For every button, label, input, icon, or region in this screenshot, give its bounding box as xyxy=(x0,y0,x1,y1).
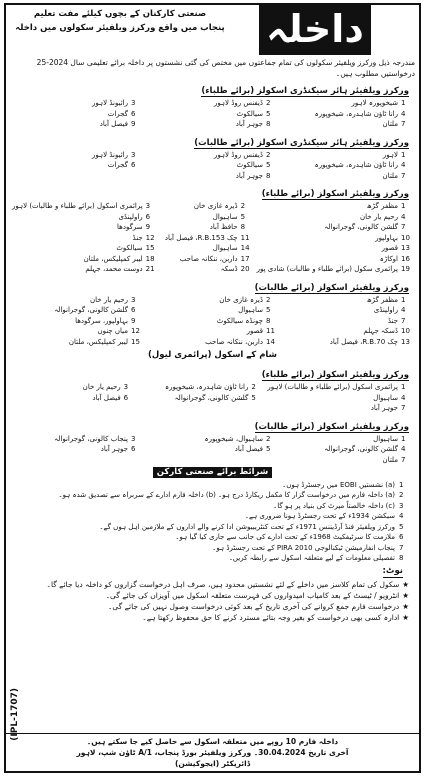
list-item xyxy=(147,316,278,327)
item-number: 9 xyxy=(131,316,136,325)
item-number: 7 xyxy=(401,171,406,180)
list-item xyxy=(12,160,143,171)
item-text: قصور xyxy=(246,327,263,335)
list-item xyxy=(147,444,278,455)
item-text: گجرات xyxy=(107,161,128,169)
item-text: ڈسکہ جہلم xyxy=(363,327,398,335)
section-title: ورکرز ویلفیئر اسکولز (برائے طالبات) xyxy=(254,421,409,432)
item-text: ساہیوال، شیخوپورہ xyxy=(204,434,263,443)
item-text: حافظ آباد xyxy=(209,223,238,231)
requirement-line xyxy=(14,532,411,543)
list-item xyxy=(257,212,413,223)
list-item xyxy=(267,393,413,404)
item-text: فیصل آباد xyxy=(92,393,121,402)
item-number: 14 xyxy=(240,244,250,252)
item-number: 7 xyxy=(401,223,406,231)
footer-line-2: آخری تاریخ 30.04.2024۔ ورکرز ویلفیئر بورڈ پنجاب، 1/A ٹاؤن شپ، لاہور xyxy=(76,748,349,757)
item-number: 6 xyxy=(131,306,136,314)
requirement-text: سیکشن 1934ء کے تحت رجسٹرڈ ہونا ضروری ہے۔ xyxy=(244,512,395,520)
item-number: 20 xyxy=(240,265,250,273)
item-number: 8 xyxy=(240,223,246,231)
item-number: 13 xyxy=(401,337,410,346)
item-text: راولپنڈی xyxy=(118,212,143,221)
ipl-code: (IPL-1707) xyxy=(10,688,20,741)
item-number: 18 xyxy=(145,254,155,263)
list-item xyxy=(257,201,413,212)
footer xyxy=(6,733,419,771)
list-item xyxy=(12,434,143,445)
school-list xyxy=(10,295,415,348)
item-number: 1 xyxy=(401,383,406,391)
item-text: فیصل آباد xyxy=(99,120,128,128)
item-text: داربن، ننکانہ صاحب xyxy=(205,337,263,346)
item-number: 9 xyxy=(131,120,136,128)
item-number: 3 xyxy=(131,99,136,107)
item-text: جوہر آباد xyxy=(235,120,263,128)
item-text: رحیم یار خان xyxy=(90,295,128,304)
item-text: میاں چنوں xyxy=(97,327,128,335)
item-text: رانا ٹاؤن شاہدرہ، شیخوپورہ xyxy=(164,383,249,391)
item-text: ملتان xyxy=(382,171,398,180)
item-number: 12 xyxy=(131,327,140,335)
list-item xyxy=(282,160,413,171)
list-item xyxy=(147,109,278,120)
item-number: 2 xyxy=(266,434,271,443)
slogan-line-2: پنجاب میں واقع ورکرز ویلفیئر سکولوں میں داخلہ xyxy=(15,23,225,33)
school-list xyxy=(10,150,415,182)
item-text: رائیونڈ لاہور xyxy=(92,99,128,107)
list-item xyxy=(147,295,278,306)
list-item xyxy=(282,119,413,130)
item-text: رحیم یار خان xyxy=(360,212,398,221)
item-number: 1 xyxy=(401,202,406,210)
item-number: 11 xyxy=(266,327,275,335)
list-item xyxy=(162,243,253,254)
item-number: 12 xyxy=(145,233,155,242)
notes-title: نوٹ: xyxy=(382,565,403,576)
item-number: 5 xyxy=(266,445,271,453)
school-section xyxy=(10,362,415,414)
item-number: 4 xyxy=(401,306,406,314)
list-item xyxy=(12,109,143,120)
item-number: 5 xyxy=(266,109,271,118)
item-number: 8 xyxy=(266,120,271,128)
item-text: ڈسکہ xyxy=(220,265,238,273)
item-text: پرائمری سکول (برائے طلباء و طالبات) شادی پور xyxy=(256,265,398,273)
list-item xyxy=(147,119,278,130)
footer-line-1: داخلہ فارم 10 روپے میں متعلقہ اسکول سے حاصل کیے جا سکتے ہیں۔ xyxy=(86,737,339,746)
item-number: 3 xyxy=(131,295,136,304)
item-text: ساہیوال xyxy=(212,212,238,221)
list-item xyxy=(147,434,278,445)
section-title: ورکرز ویلفیئر ہائر سیکنڈری اسکولز (برائے طالبات) xyxy=(194,137,409,148)
item-text: سیالکوٹ xyxy=(116,244,143,252)
requirement-line xyxy=(14,522,411,533)
item-number: 16 xyxy=(401,254,410,263)
note-text: انٹرویو / ٹیسٹ کے بعد کامیاب امیدواروں کی فہرست متعلقہ اسکول میں آویزاں کی جائے گی۔ xyxy=(105,590,400,600)
list-item xyxy=(257,254,413,265)
item-text: راولپنڈی xyxy=(373,306,398,314)
item-text: چک R.B.70، فیصل آباد xyxy=(329,337,398,346)
requirement-text: پنجاب انفارمیشن ٹیکنالوجی PIRA 2010 کے تحت رجسٹرڈ ہو۔ xyxy=(212,543,395,552)
list-item xyxy=(12,382,136,393)
list-item xyxy=(12,212,158,223)
item-text: رائیونڈ لاہور xyxy=(92,150,128,159)
item-number: 5 xyxy=(266,306,271,314)
star-icon: ★ xyxy=(402,579,409,589)
note-text: ادارہ کسی بھی درخواست کو بغیر وجہ بتائے مسترد کرنے کا حق محفوظ رکھتا ہے۔ xyxy=(142,612,400,622)
intro-text: مندرجہ ذیل ورکرز ویلفیئر سکولوں کی تمام جماعتوں میں مختص کی گئی نشستوں پر داخلہ برائے تعلیمی سال 2024-25 درخواستیں مطلوب ہیں۔ xyxy=(36,58,415,78)
section-title: ورکرز ویلفیئر اسکولز (برائے طلباء) xyxy=(261,189,409,199)
item-text: جوہر آباد xyxy=(370,404,398,412)
item-number: 2 xyxy=(240,202,246,210)
item-number: 9 xyxy=(145,223,151,231)
item-text: بہاولپور xyxy=(375,233,398,242)
list-item xyxy=(12,316,143,327)
section-title: ورکرز ویلفیئر ہائر سیکنڈری اسکولز (برائے طلباء) xyxy=(201,86,409,96)
item-text: پرائمری اسکول (برائے طلباء و طالبات) لاہور xyxy=(12,202,143,210)
requirement-number: 3 xyxy=(399,501,404,510)
item-number: 10 xyxy=(401,233,410,242)
item-number: 8 xyxy=(266,316,271,325)
item-number: 7 xyxy=(401,316,406,325)
item-text: جوہر آباد xyxy=(235,171,263,180)
item-text: بہاولپور، سرگودھا xyxy=(75,316,128,325)
item-number: 2 xyxy=(266,295,271,304)
list-item xyxy=(282,295,413,306)
list-item xyxy=(267,403,413,414)
item-number: 8 xyxy=(266,171,271,180)
school-list xyxy=(10,434,415,466)
item-number: 17 xyxy=(240,254,250,263)
item-number: 14 xyxy=(266,337,275,346)
note-line xyxy=(16,590,409,601)
section-title: شام کے اسکول (پرائمری لیول) xyxy=(148,350,277,360)
item-text: شیخوپورہ لاہور xyxy=(351,99,398,107)
item-text: گلشن کالونی، گوجرانوالہ xyxy=(324,445,398,453)
item-number: 4 xyxy=(401,212,406,221)
item-number: 13 xyxy=(401,244,410,252)
item-number: 11 xyxy=(240,233,250,242)
item-text: ڈیفنس روڈ لاہور xyxy=(213,150,263,159)
requirement-number: 1 xyxy=(399,480,404,489)
list-item xyxy=(12,243,158,254)
requirement-number: 5 xyxy=(399,522,404,531)
requirement-line xyxy=(14,553,411,564)
item-text: قصور xyxy=(381,244,398,252)
item-number: 2 xyxy=(266,150,271,159)
note-line xyxy=(16,579,409,590)
list-item xyxy=(12,326,143,337)
item-text: ڈیفنس روڈ لاہور xyxy=(213,99,263,107)
item-number: 6 xyxy=(145,212,151,221)
item-number: 4 xyxy=(401,445,406,453)
item-number: 19 xyxy=(401,265,410,273)
item-text: داربن، ننکانہ صاحب xyxy=(179,254,238,263)
item-text: گلشن کالونی، گوجرانوالہ xyxy=(324,223,398,231)
requirement-text: ورکرز ویلفیئر فنڈ آرڈیننس 1971ء کے تحت کنٹریبیوشن ادا کرنے والے اداروں کے ملازمین اہل ہوں گے۔ xyxy=(99,522,395,531)
item-number: 6 xyxy=(131,109,136,118)
item-text: رحیم یار خان xyxy=(82,383,121,391)
list-item xyxy=(147,337,278,348)
list-item xyxy=(162,212,253,223)
list-item xyxy=(12,295,143,306)
list-item xyxy=(282,455,413,466)
list-item xyxy=(282,434,413,445)
requirements-title: شرائط برائے صنعتی کارکن xyxy=(153,467,272,478)
star-icon: ★ xyxy=(402,612,409,622)
list-item xyxy=(12,233,158,244)
school-list xyxy=(10,382,415,414)
item-number: 3 xyxy=(131,150,136,159)
item-number: 6 xyxy=(131,161,136,169)
item-text: چونڈہ سیالکوٹ xyxy=(216,316,263,325)
item-text: ساہیوال xyxy=(238,306,263,314)
requirement-line xyxy=(14,543,411,554)
list-item xyxy=(257,222,413,233)
item-number: 4 xyxy=(401,109,406,118)
item-text: لیبر کمپلیکس، ملتان xyxy=(83,254,143,263)
list-item xyxy=(12,264,158,275)
item-text: گلشن کالونی، گوجرانوالہ xyxy=(174,393,249,402)
school-section xyxy=(10,78,415,130)
list-item xyxy=(282,444,413,455)
requirement-line xyxy=(14,511,411,522)
item-number: 7 xyxy=(401,404,406,412)
list-item xyxy=(147,305,278,316)
item-text: پرائمری اسکول (برائے طلباء و طالبات) لاہور xyxy=(267,383,398,391)
list-item xyxy=(257,233,413,244)
item-number: 5 xyxy=(251,393,256,402)
item-number: 6 xyxy=(123,393,129,402)
requirement-number: 2 xyxy=(399,491,404,499)
header xyxy=(6,5,419,77)
list-item xyxy=(282,316,413,327)
list-item xyxy=(282,109,413,120)
requirement-text: (c) داخلہ خالصتاً میرٹ کی بنیاد پر ہو گا۔ xyxy=(273,501,395,510)
list-item xyxy=(140,382,264,393)
item-text: جنڈ xyxy=(387,316,398,325)
list-item xyxy=(12,444,143,455)
list-item xyxy=(162,233,253,244)
requirements xyxy=(10,467,415,564)
list-item xyxy=(162,201,253,212)
item-text: چک R.B.153، فیصل آباد xyxy=(164,233,238,242)
requirement-text: تفصیلی معلومات کے لیے متعلقہ اسکول سے رابطہ کریں۔ xyxy=(228,554,395,562)
list-item xyxy=(12,337,143,348)
item-text: رانا ٹاؤن شاہدرہ، شیخوپورہ xyxy=(314,161,398,169)
item-number: 4 xyxy=(401,161,406,169)
item-text: اوکاڑہ xyxy=(379,254,398,263)
item-number: 1 xyxy=(401,99,406,107)
school-list xyxy=(10,98,415,130)
list-item xyxy=(12,119,143,130)
item-text: ساہیوال xyxy=(373,434,398,443)
item-text: گجرات xyxy=(107,109,128,118)
item-text: ملتان xyxy=(382,455,398,464)
item-number: 1 xyxy=(401,434,406,443)
list-item xyxy=(267,382,413,393)
item-text: ڈیرہ غازی خان xyxy=(193,202,238,210)
item-text: لاہور xyxy=(382,150,398,159)
item-number: 21 xyxy=(145,265,155,273)
note-line xyxy=(16,601,409,612)
item-text: سرگودھا xyxy=(117,223,143,231)
item-text: پنجاب کالونی، گوجرانوالہ xyxy=(54,434,128,443)
item-number: 5 xyxy=(266,161,271,169)
item-text: مظفر گڑھ xyxy=(366,295,398,304)
item-number: 1 xyxy=(401,295,406,304)
list-item xyxy=(257,264,413,275)
school-section xyxy=(10,130,415,182)
list-item xyxy=(147,326,278,337)
item-text: ملتان xyxy=(382,120,398,128)
school-list xyxy=(10,201,415,275)
requirement-number: 8 xyxy=(399,554,404,562)
requirement-text: (a) داخلہ فارم میں درخواست گزار کا مکمل ریکارڈ درج ہو۔ (b) داخلہ فارم ادارے کے سربراہ سے تصدیق شدہ ہو۔ xyxy=(58,491,395,499)
item-text: دوست محمد، جہلم xyxy=(85,265,143,273)
item-number: 10 xyxy=(401,327,410,335)
item-text: ساہیوال xyxy=(212,244,238,252)
note-line xyxy=(16,612,409,623)
list-item xyxy=(12,254,158,265)
section-title: ورکرز ویلفیئر اسکولز (برائے طلباء) xyxy=(261,370,409,380)
item-number: 15 xyxy=(145,244,155,252)
section-title: ورکرز ویلفیئر اسکولز (برائے طالبات) xyxy=(254,282,409,293)
item-text: جوہر آباد xyxy=(100,445,128,453)
footer-signature: ڈائریکٹر (ایجوکیشن) xyxy=(174,759,251,768)
requirement-line xyxy=(14,480,411,491)
list-item xyxy=(147,171,278,182)
list-item xyxy=(282,98,413,109)
list-item xyxy=(147,160,278,171)
item-number: 2 xyxy=(251,383,256,391)
item-number: 4 xyxy=(401,393,406,402)
list-item xyxy=(12,222,158,233)
requirement-text: ملازمت کا سرٹیفکیٹ 1968ء کے تحت ادارے کی جانب سے جاری کیا گیا ہو۔ xyxy=(175,533,395,541)
item-number: 3 xyxy=(145,202,151,210)
list-item xyxy=(282,305,413,316)
list-item xyxy=(140,393,264,404)
slogan xyxy=(10,7,230,35)
list-item xyxy=(12,98,143,109)
school-section xyxy=(10,181,415,275)
item-number: 1 xyxy=(401,150,406,159)
item-text: ڈیرہ غازی خان xyxy=(219,295,263,304)
list-item xyxy=(282,171,413,182)
item-number: 5 xyxy=(240,212,246,221)
star-icon: ★ xyxy=(402,601,409,611)
requirement-line xyxy=(14,490,411,501)
item-number: 7 xyxy=(401,120,406,128)
list-item xyxy=(12,150,143,161)
requirement-line xyxy=(14,501,411,512)
list-item xyxy=(282,150,413,161)
item-number: 3 xyxy=(123,383,129,391)
school-section xyxy=(10,275,415,348)
note-text: سکول کی تمام کلاسز میں داخلے کے لئے نشستیں محدود ہیں، صرف اہل درخواست گزاروں کو داخلہ دیا جائے گا۔ xyxy=(46,579,400,589)
item-text: رانا ٹاؤن شاہدرہ، شیخوپورہ xyxy=(314,109,398,118)
item-number: 6 xyxy=(131,445,136,453)
item-number: 15 xyxy=(131,337,140,346)
requirement-text: (a) نشستیں EOBI میں رجسٹرڈ ہوں۔ xyxy=(282,480,395,489)
requirement-number: 4 xyxy=(399,512,404,520)
requirement-number: 6 xyxy=(399,533,404,541)
slogan-line-1: صنعتی کارکنان کے بچوں کیلئے مفت تعلیم xyxy=(33,9,207,19)
item-text: گلشن کالونی، گوجرانوالہ xyxy=(54,306,128,314)
notes xyxy=(10,564,415,623)
requirement-number: 7 xyxy=(399,543,404,552)
star-icon: ★ xyxy=(402,590,409,600)
list-item xyxy=(12,201,158,212)
item-text: فیصل آباد xyxy=(234,445,263,453)
list-item xyxy=(147,98,278,109)
item-number: 7 xyxy=(401,455,406,464)
list-item xyxy=(12,305,143,316)
page-title: داخلہ xyxy=(259,5,371,55)
list-item xyxy=(257,243,413,254)
note-text: درخواست فارم جمع کروانے کی آخری تاریخ کے بعد کوئی درخواست وصول نہیں کی جائے گی۔ xyxy=(108,601,400,611)
item-text: ساہیوال xyxy=(373,393,398,402)
list-item xyxy=(282,326,413,337)
item-text: سیالکوٹ xyxy=(236,109,263,118)
item-text: جنڈ xyxy=(132,233,143,242)
list-item xyxy=(282,337,413,348)
list-item xyxy=(162,254,253,265)
item-text: مظفر گڑھ xyxy=(366,202,398,210)
content xyxy=(10,78,415,771)
school-section xyxy=(10,349,415,360)
list-item xyxy=(162,264,253,275)
item-number: 3 xyxy=(131,434,136,443)
item-text: سیالکوٹ xyxy=(236,161,263,169)
list-item xyxy=(147,150,278,161)
advertisement-page xyxy=(4,3,421,773)
list-item xyxy=(162,222,253,233)
list-item xyxy=(12,393,136,404)
school-section xyxy=(10,414,415,466)
item-text: لیبر کمپلیکس، ملتان xyxy=(68,337,128,346)
item-number: 2 xyxy=(266,99,271,107)
